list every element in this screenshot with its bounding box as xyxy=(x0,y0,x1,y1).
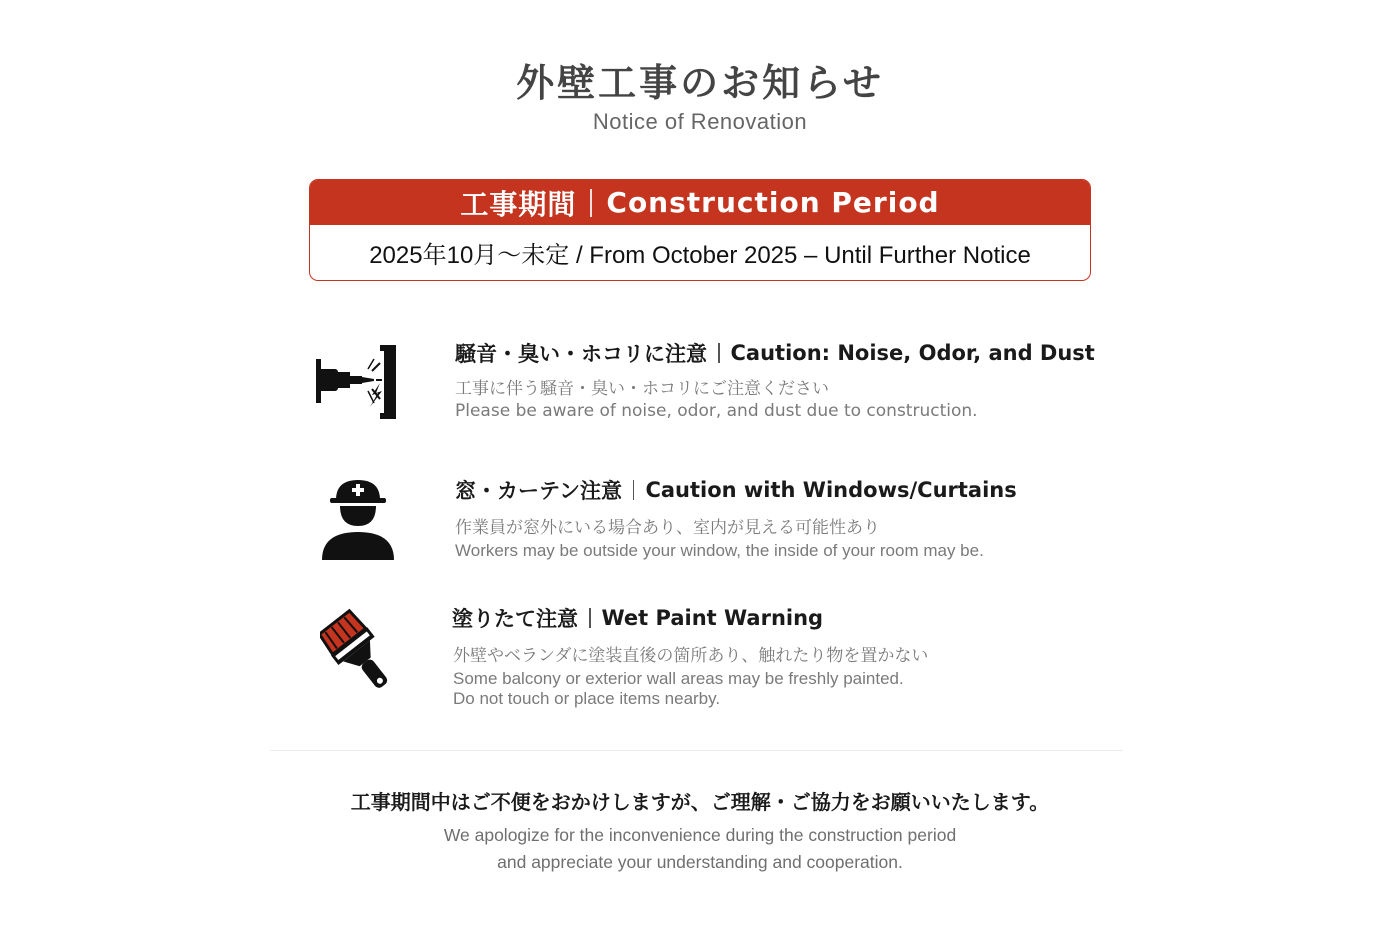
notice-paint-title xyxy=(452,603,823,633)
notice-noise-title-en: Caution: Noise, Odor, and Dust xyxy=(730,341,1095,365)
closing-message-en-1: We apologize for the inconvenience during the construction period xyxy=(443,825,957,845)
title-separator xyxy=(718,343,720,363)
title-separator xyxy=(633,480,635,500)
construction-period-box xyxy=(309,179,1091,281)
notice-noise-title xyxy=(455,338,1095,368)
title-separator xyxy=(589,608,591,628)
page-title: 外壁工事のお知らせ xyxy=(516,61,884,105)
closing-message-jp: 工事期間中はご不便をおかけしますが、ご理解・ご協力をお願いいたします。 xyxy=(350,790,1050,814)
page-subtitle: Notice of Renovation xyxy=(592,109,808,134)
notice-windows-desc-jp: 作業員が窓外にいる場合あり、室内が見える可能性あり xyxy=(455,518,880,538)
notice-paint-title-jp: 塗りたて注意 xyxy=(452,607,578,631)
section-divider xyxy=(270,750,1123,751)
paint-brush-icon xyxy=(320,608,398,700)
notice-noise-title-jp: 騒音・臭い・ホコリに注意 xyxy=(455,342,707,366)
notice-windows-title-jp: 窓・カーテン注意 xyxy=(455,479,622,503)
construction-period-header xyxy=(310,180,1090,225)
notice-paint-desc-jp: 外壁やベランダに塗装直後の箇所あり、触れたり物を置かない xyxy=(453,646,929,666)
jackhammer-drill-icon xyxy=(312,343,398,421)
construction-worker-icon xyxy=(320,476,398,562)
closing-message-en-2: and appreciate your understanding and cooperation. xyxy=(497,852,903,872)
notice-windows-desc-en: Workers may be outside your window, the inside of your room may be. xyxy=(455,541,984,560)
notice-paint-desc-en-2: Do not touch or place items nearby. xyxy=(453,689,721,708)
construction-period-value: 2025年10月〜未定 / From October 2025 – Until Further Notice xyxy=(369,242,1031,269)
notice-windows-title-en: Caution with Windows/Curtains xyxy=(645,478,1017,502)
period-label-en: Construction Period xyxy=(606,186,940,219)
notice-paint-title-en: Wet Paint Warning xyxy=(601,606,824,630)
notice-windows-title xyxy=(455,475,1017,505)
period-label-jp: 工事期間 xyxy=(460,187,577,221)
notice-paint-desc-en-1: Some balcony or exterior wall areas may be freshly painted. xyxy=(453,669,904,688)
notice-noise-desc-en: Please be aware of noise, odor, and dust due to construction. xyxy=(455,401,978,421)
notice-noise-desc-jp: 工事に伴う騒音・臭い・ホコリにご注意ください xyxy=(455,379,829,399)
period-label-separator xyxy=(590,189,592,217)
